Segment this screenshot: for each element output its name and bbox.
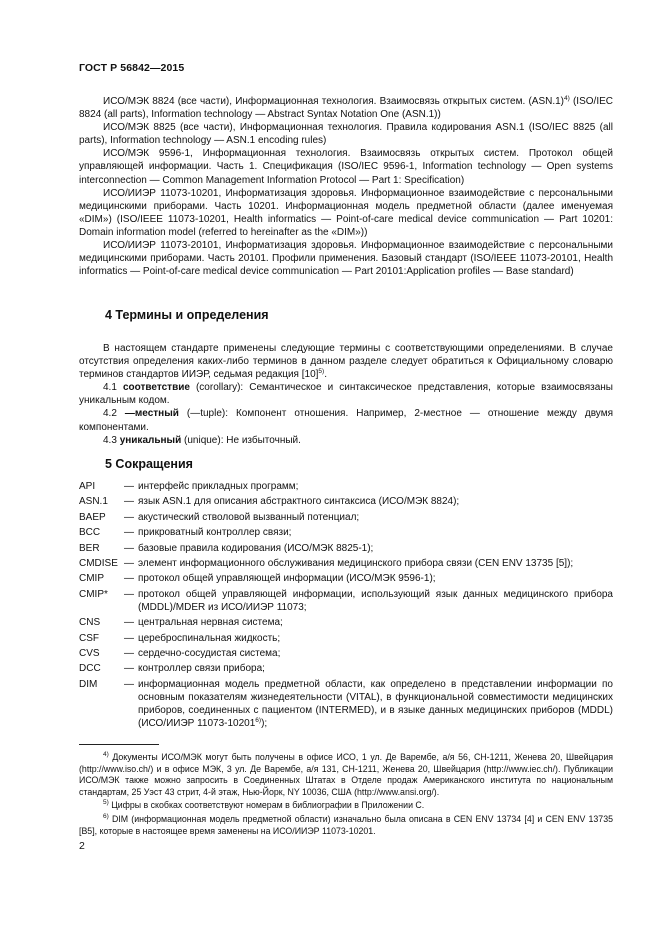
abbreviation-row (79, 632, 613, 645)
dash-separator: — (124, 557, 134, 569)
abbreviation-row (79, 647, 613, 660)
abbreviation-definition (124, 632, 613, 645)
definition-main: прикроватный контроллер связи; (138, 527, 292, 539)
abbreviation-definition (124, 526, 613, 539)
definition-text (138, 647, 613, 660)
reference-item: ИСО/МЭК 8825 (все части), Информационная технология. Правила кодирования ASN.1 (ISO/IEC 8825 (all parts), Information technology — ASN.1 encoding rules) (79, 122, 613, 147)
abbreviation-definition (124, 557, 613, 570)
definition-text (138, 542, 613, 555)
abbreviation-definition (124, 480, 613, 493)
term-definition: 4.2 —местный (—tuple): Компонент отношения. Например, 2-местное — отношение между двумя компонентами. (79, 408, 613, 433)
abbreviation-definition (124, 678, 613, 730)
abbreviation-code: BAEP (79, 511, 106, 523)
definition-main: язык ASN.1 для описания абстрактного синтаксиса (ИСО/МЭК 8824); (138, 496, 460, 508)
term: уникальный (119, 434, 182, 446)
abbreviation-code: BCC (79, 527, 101, 539)
abbreviation-definition (124, 495, 613, 508)
abbreviation-row (79, 588, 613, 614)
section-4-heading: 4 Термины и определения (105, 308, 269, 322)
normative-references (79, 95, 613, 278)
abbreviation-definition (124, 542, 613, 555)
footnote-mark: 5) (103, 799, 109, 807)
abbreviation-code: API (79, 481, 96, 492)
dash-separator: — (124, 542, 134, 554)
abbreviation-code: DIM (79, 678, 98, 690)
footnote-mark: 6) (255, 717, 262, 725)
abbreviation-row (79, 495, 613, 508)
term-definition: 4.3 уникальный (unique): Не избыточный. (103, 434, 301, 446)
abbreviation-row (79, 526, 613, 539)
dash-separator: — (124, 588, 134, 600)
dash-separator: — (124, 663, 134, 675)
definition-main: базовые правила кодирования (ИСО/МЭК 8825-1); (138, 542, 374, 554)
abbreviations-list (79, 480, 613, 732)
definition-main: элемент информационного обслуживания медицинского прибора связи (CEN ENV 13735 [5]); (138, 557, 574, 569)
definition-main: протокол общей управляющей информации (ИСО/МЭК 9596-1); (138, 573, 436, 585)
definition-text (138, 557, 613, 570)
abbreviation-code: CMIP (79, 573, 104, 585)
section-4-intro: В настоящем стандарте применены следующие термины с соответствующими определениями. В случае отсутствия определения каких-либо терминов в данном разделе следует обратиться к Официальному словарю терминов стандартов ИИЭР, седьмая редакция $[10]^{5)}$. (79, 343, 613, 381)
definition-end: ); (261, 718, 268, 730)
abbreviation-definition (124, 662, 613, 675)
dash-separator: — (124, 481, 134, 492)
term-definition: 4.1 соответствие (corollary): Семантическое и синтаксическое представления, которые взаимосвязаны уникальным кодом. (79, 382, 613, 407)
definition-text (138, 678, 613, 730)
definition-text (138, 511, 613, 524)
reference-item: ИСО/ИИЭР 11073-20101, Информатизация здоровья. Информационное взаимодействие с персональными медицинскими приборами. Часть 20101. Профили применения. Базовый стандарт (ISO/IEEE 11073-20101, Health informatics — Point-of-care medical device communication — Part 20101:Application profiles — Base standard) (79, 240, 613, 278)
footnote: $^{6)}$ DIM (информационная модель предметной области) изначально была описана в CEN ENV 13734 [4] и CEN ENV 13735 [B5], которые в настоящее время заменены на ИСО/ИИЭР 11073-10201. (79, 812, 613, 836)
dash-separator: — (124, 632, 134, 644)
definition-text (138, 662, 613, 675)
abbreviation-row (79, 662, 613, 675)
dash-separator: — (124, 573, 134, 585)
dash-separator: — (124, 678, 134, 690)
reference-item: ИСО/МЭК 8824 (все части), Информационная технология. Взаимосвязь открытых систем. $(ASN.1)^{4)}$ (ISO/IEC 8824 (all parts), Information technology — Abstract Syntax Notation One (ASN.1)) (79, 95, 613, 121)
abbreviation-definition (124, 588, 613, 614)
abbreviation-definition (124, 511, 613, 524)
definition-main: сердечно-сосудистая система; (138, 648, 281, 659)
footnote-mark: 4) (564, 95, 570, 102)
dash-separator: — (124, 511, 134, 523)
abbreviation-code: CMIP* (79, 588, 108, 600)
abbreviation-row (79, 557, 613, 570)
definition-main: контроллер связи прибора; (138, 663, 265, 675)
definition-main: центральная нервная система; (138, 617, 283, 629)
definition-main: акустический стволовой вызванный потенциал; (138, 511, 360, 523)
definition-main: цереброспинальная жидкость; (138, 632, 281, 644)
abbreviation-code: DCC (79, 663, 101, 675)
definition-text (138, 588, 613, 614)
reference-item: ИСО/МЭК 9596-1, Информационная технология. Взаимосвязь открытых систем. Протокол общей управляющей информации. Часть 1. Спецификация (ISO/IEC 9596-1, Information technology — Open systems interconnection — Common Management Information Protocol — Part 1: Specification) (79, 148, 613, 186)
abbreviation-row (79, 572, 613, 585)
abbreviation-row (79, 480, 613, 493)
abbreviation-definition (124, 647, 613, 660)
footnote-separator (79, 744, 159, 745)
definition-text (138, 480, 613, 493)
abbreviation-code: CVS (79, 648, 100, 659)
dash-separator: — (124, 496, 134, 508)
abbreviation-row (79, 542, 613, 555)
footnote: $^{4)}$ Документы ИСО/МЭК могут быть получены в офисе ИСО, 1 ул. Де Варембе, а/я 56, CH-1211, Женева 20, Швейцария (http://www.iso.ch/) и в офисе МЭК, 3 ул. Де Варембе, а/я 131, CH-1211, Женева 20, Швейцария (http://www.iec.ch/). Публикации ИСО/МЭК также можно запросить в Соединенных Штатах в Отделе продаж Американского института по национальным стандартам, 25 Уэст 43 стрит, 4-й этаж, Нью-Йорк, NY 10036, США (http://www.ansi.org/). (79, 751, 613, 797)
running-header: ГОСТ Р 56842—2015 (79, 62, 185, 74)
definition-text (138, 616, 613, 629)
section-4-body (79, 342, 613, 447)
footnote-mark: 4) (103, 751, 109, 758)
footnote-mark: 5) (318, 368, 325, 376)
abbreviation-code: CSF (79, 632, 99, 644)
abbreviation-code: ASN.1 (79, 496, 108, 508)
term: соответствие (122, 382, 190, 394)
abbreviation-definition (124, 616, 613, 629)
dash-separator: — (124, 527, 134, 539)
definition-text (138, 526, 613, 539)
dash-separator: — (124, 617, 134, 629)
definition-text (138, 632, 613, 645)
dash-separator: — (124, 648, 134, 659)
term: —местный (124, 408, 179, 420)
footnotes (79, 752, 613, 839)
abbreviation-definition (124, 572, 613, 585)
definition-main: интерфейс прикладных программ; (138, 481, 299, 492)
definition-main: информационная модель предметной области, как определено в представлении информации по основным показателям жизнедеятельности (VITAL), в функциональной совместимости медицинских приборов, соединенных с пациентом (INTERMED), и в языке данных медицинских приборов (MDDL) (ИСО/ИИЭР 11073-10201 (138, 678, 613, 730)
abbreviation-code: BER (79, 542, 100, 554)
page-number: 2 (79, 840, 85, 852)
abbreviation-code: CNS (79, 617, 101, 629)
definition-main: протокол общей управляющей информации, использующий язык данных медицинского прибора (MDDL)/MDER из ИСО/ИИЭР 11073; (138, 588, 613, 613)
abbreviation-row (79, 678, 613, 730)
section-5-heading: 5 Сокращения (105, 457, 193, 471)
abbreviation-code: CMDISE (79, 557, 118, 569)
footnote: $^{5)}$ Цифры в скобках соответствуют номерам в библиографии в Приложении С. (103, 799, 425, 811)
reference-item: ИСО/ИИЭР 11073-10201, Информатизация здоровья. Информационное взаимодействие с персональными медицинскими приборами. Часть 10201. Информационная модель предметной области (далее именуемая «DIM») (ISO/IEEE 11073-10201, Health informatics — Point-of-care medical device communication — Part 10201: Domain information model (referred to hereinafter as the «DIM»)) (79, 187, 613, 238)
abbreviation-row (79, 511, 613, 524)
definition-text (138, 495, 613, 508)
abbreviation-row (79, 616, 613, 629)
definition-text (138, 572, 613, 585)
footnote-mark: 6) (103, 812, 109, 820)
